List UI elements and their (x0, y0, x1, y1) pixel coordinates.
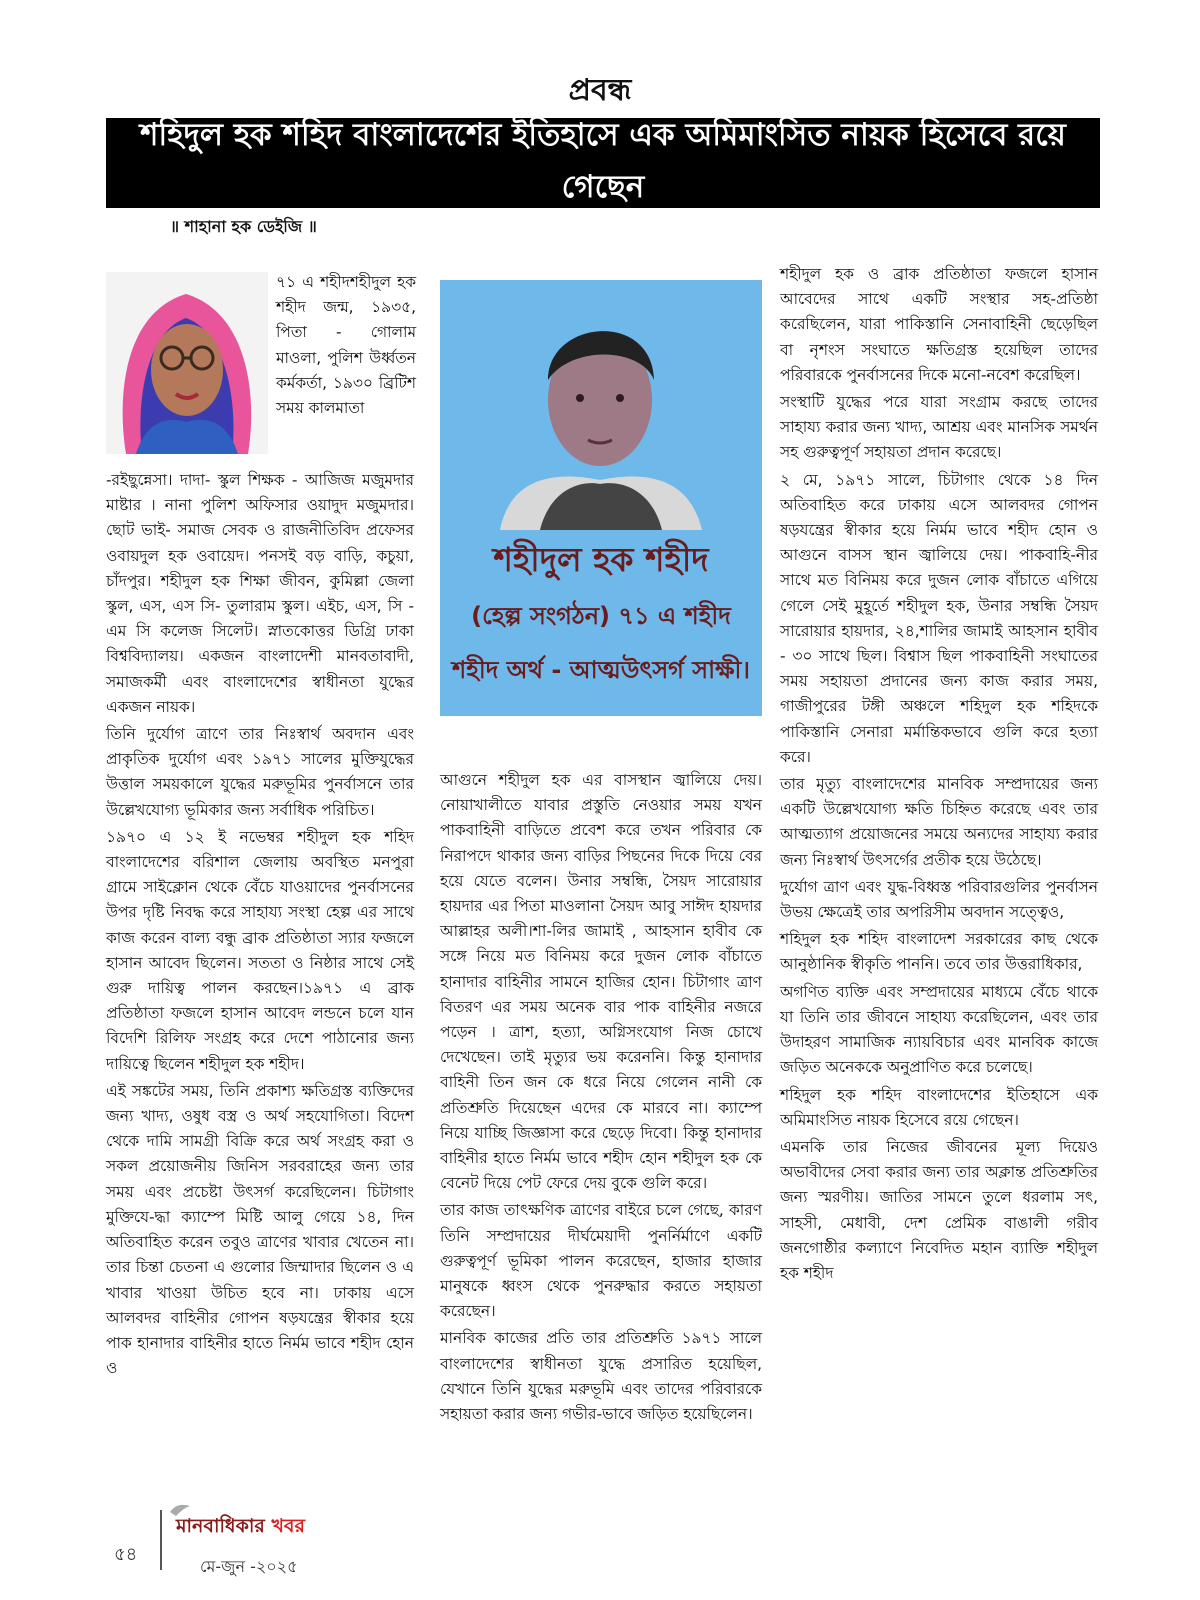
paragraph: এই সঙ্কটের সময়, তিনি প্রকাশ্য ক্ষতিগ্রস্ত ব্যক্তিদের জন্য খাদ্য, ওষুধ বস্ত্র ও অর্থ সহযোগিতা। বিদেশ থেকে দামি সামগ্রী বিক্রি করে অর্থ সংগ্রহ করা ও সকল প্রয়োজনীয় জিনিস সরবরাহের জন্য তার সময় এবং প্রচেষ্টা উৎসর্গ করেছিলেন। চিটাগাং মুক্তিযে-দ্ধা ক্যাম্পে মিষ্টি আলু গেয়ে ১৪, দিন অতিবাহিত করেন তবুও ত্রাণের খাবার খেতেন না। তার চিন্তা চেতনা এ গুলোর জিম্মাদার ছিলেন ও এ খাবার খাওয়া উচিত হবে না। ঢাকায় এসে আলবদর বাহিনীর গোপন ষড়যন্ত্রের স্বীকার হয়ে পাক হানাদার বাহিনীর হাতে নির্মম ভাবে শহীদ হোন ও (106, 1081, 414, 1378)
poster-caption: শহীদ অর্থ - আত্মউৎসর্গ সাক্ষী। (452, 656, 750, 684)
issue-date: মে-জুন -২০২৫ (200, 1557, 298, 1576)
section-label: প্রবন্ধ (568, 73, 632, 108)
byline: ॥ শাহানা হক ডেইজি ॥ (170, 217, 317, 236)
paragraph: অগণিত ব্যক্তি এবং সম্প্রদায়ের মাধ্যমে বেঁচে থাকে যা তিনি তার জীবনে সাহায্য করেছিলেন, এবং তার উদাহরণ সামাজিক ন্যায়বিচার এবং মানবিক কাজে জড়িত অনেককে অনুপ্রাণিত করে চলেছে। (780, 982, 1098, 1077)
paragraph: শহিদুল হক শহিদ বাংলাদেশ সরকারের কাছ থেকে আনুষ্ঠানিক স্বীকৃতি পাননি। তবে তার উত্তরাধিকার, (780, 930, 1098, 974)
footer-divider (160, 1510, 162, 1570)
portrait-image (440, 280, 762, 530)
paragraph: দুর্যোগ ত্রাণ এবং যুদ্ধ-বিধ্বস্ত পরিবারগুলির পুনর্বাসন উভয় ক্ষেত্রেই তার অপরিসীম অবদান সত্ত্বেও, (780, 877, 1098, 922)
paragraph: সংস্থাটি যুদ্ধের পরে যারা সংগ্রাম করছে তাদের সাহায্য করার জন্য খাদ্য, আশ্রয় এবং মানসিক সমর্থন সহ গুরুত্বপূর্ণ সহায়তা প্রদান করেছে। (780, 393, 1098, 462)
paragraph: এমনকি তার নিজের জীবনের মূল্য দিয়েও অভাবীদের সেবা করার জন্য তার অক্লান্ত প্রতিশ্রুতির জন্য স্মরণীয়। জাতির সামনে তুলে ধরলাম সৎ, সাহসী, মেধাবী, দেশ প্রেমিক বাঙালী গরীব জনগোষ্ঠীর কল্যাণে নিবেদিত মহান ব্যাক্তি শহীদুল হক শহীদ (780, 1137, 1098, 1282)
paragraph: আগুনে শহীদুল হক এর বাসস্থান জ্বালিয়ে দেয়। নোয়াখালীতে যাবার প্রস্তুতি নেওয়ার সময় যখন পাকবাহিনী বাড়িতে প্রবেশ করে তখন পরিবার কে নিরাপদে থাকার জন্য বাড়ির পিছনের দিকে দিয়ে বের হয়ে যেতে বলেন। উনার সম্বন্ধি, সৈয়দ সারোয়ার হায়দার এর পিতা মাওলানা সৈয়দ আবু সাঈদ হায়দার আল্লাহর অলী।শা-লির জামাই , আহসান হাবীব কে সঙ্গে নিয়ে মত বিনিময় করে দুজন লোক বাঁচাতে হানাদার বাহিনীর সামনে হাজির হোন। চিটাগাং ত্রাণ বিতরণ এর সময় অনেক বার পাক বাহিনীর নজরে পড়েন । ত্রাশ, হত্যা, অগ্নিসংযোগ নিজ চোখে দেখেছেন। তাই মৃত্যুর ভয় করেননি। কিন্তু হানাদার বাহিনী তিন জন কে ধরে নিয়ে গেলেন নানী কে প্রতিশ্রুতি দিয়েছেন এদের কে মারবে না। ক্যাম্পে নিয়ে যাচ্ছি জিজ্ঞাসা করে ছেড়ে দিবো। কিন্তু হানাদার বাহিনীর হাতে নির্মম ভাবে শহীদ হোন শহীদুল হক কে বেনেট দিয়ে পেট ফেরে দেয় বুকে গুলি করে। (440, 771, 762, 1193)
paragraph: -রইছুন্নেসা। দাদা- স্কুল শিক্ষক - আজিজ মজুমদার মাষ্টার । নানা পুলিশ অফিসার ওয়াদুদ মজুমদার। ছোট ভাই- সমাজ সেবক ও রাজনীতিবিদ প্রফেসর ওবায়দুল হক ওবায়েদ। পনসই বড় বাড়ি, কচুয়া, চাঁদপুর। শহীদুল হক শিক্ষা জীবন, কুমিল্লা জেলা স্কুল, এস, এস সি- তুলারাম স্কুল। এইচ, এস, সি - এম সি কলেজ সিলেট। স্নাতকোত্তর ডিগ্রি ঢাকা বিশ্ববিদ্যালয়। একজন বাংলাদেশী মানবতাবাদী, সমাজকর্মী এবং বাংলাদেশের স্বাধীনতা যুদ্ধের একজন নায়ক। (106, 471, 414, 716)
paragraph: মানবিক কাজের প্রতি তার প্রতিশ্রুতি ১৯৭১ সালে বাংলাদেশের স্বাধীনতা যুদ্ধে প্রসারিত হয়েছিল, যেখানে তিনি যুদ্ধের মরুভূমি এবং তাদের পরিবারকে সহায়তা করার জন্য গভীর-ভাবে জড়িত হয়েছিলেন। (440, 1329, 762, 1424)
memorial-poster (440, 280, 762, 716)
paragraph: তিনি দুর্যোগ ত্রাণে তার নিঃস্বার্থ অবদান এবং প্রাকৃতিক দুর্যোগ এবং ১৯৭১ সালের মুক্তিযুদ্ধের উত্তাল সময়কালে যুদ্ধের মরুভূমির পুনর্বাসনে তার উল্লেখযোগ্য ভূমিকার জন্য সর্বাধিক পরিচিত। (106, 725, 414, 819)
paragraph: ২ মে, ১৯৭১ সালে, চিটাগাং থেকে ১৪ দিন অতিবাহিত করে ঢাকায় এসে আলবদর গোপন ষড়যন্ত্রের স্বীকার হয়ে নির্মম ভাবে শহীদ হোন ও আগুনে বাসস স্থান জ্বালিয়ে দেয়। পাকবাহি-নীর সাথে মত বিনিময় করে দুজন লোক বাঁচাতে এগিয়ে গেলে সেই মুহূর্তে শহীদুল হক, উনার সম্বন্ধি সৈয়দ সারোয়ার হায়দার, ২৪,শালির জামাই আহসান হাবীব - ৩০ সাথে ছিল। বিশ্বাস ছিল পাকবাহিনী সংঘাতের সময় সহায়তা প্রদানের জন্য কাজ করার সময়, গাজীপুরের টঙ্গী অঞ্চলে শহিদুল হক শহিদকে পাকিস্তানি সেনারা মর্মান্তিকভাবে গুলি করে হত্যা করে। (780, 470, 1098, 766)
author-photo-image (106, 272, 268, 454)
column-2 (440, 768, 762, 1429)
paragraph: শহীদুল হক ও ব্রাক প্রতিষ্ঠাতা ফজলে হাসান আবেদের সাথে একটি সংস্থার সহ-প্রতিষ্ঠা করেছিলেন, যারা পাকিস্তানি সেনাবাহিনী ছেড়েছিল বা নৃশংস সংঘাতে ক্ষতিগ্রস্ত হয়েছিল তাদের পরিবারকে পুনর্বাসনের দিকে মনো-নবেশ করেছিল। (780, 265, 1098, 384)
page-number: ৫৪ (114, 1544, 138, 1565)
paragraph: ১৯৭০ এ ১২ ই নভেম্বর শহীদুল হক শহিদ বাংলাদেশের বরিশাল জেলায় অবস্থিত মনপুরা গ্রামে সাইক্লোন থেকে বেঁচে যাওয়াদের পুনর্বাসনের উপর দৃষ্টি নিবদ্ধ করে সাহায্য সংস্থা হেল্প এর সাথে কাজ করেন বাল্য বন্ধু ব্রাক প্রতিষ্ঠাতা স্যার ফজলে হাসান আবেদ ছিলেন। সততা ও নিষ্ঠার সাথে সেই গুরু দায়িত্ব পালন করছেন।১৯৭১ এ ব্রাক প্রতিষ্ঠাতা ফজলে হাসান আবেদ লন্ডনে চলে যান বিদেশি রিলিফ সংগ্রহ করে দেশে পাঠানোর জন্য দায়িত্বে ছিলেন শহীদুল হক শহীদ। (106, 827, 414, 1073)
magazine-name (176, 1512, 305, 1544)
poster-subtitle: (হেল্প সংগঠন) ৭১ এ শহীদ (471, 602, 731, 630)
magazine-name-part1: মানবাধিকার (176, 1515, 272, 1537)
article-headline: শহিদুল হক শহিদ বাংলাদেশের ইতিহাসে এক অমিমাংসিত নায়ক হিসেবে রয়ে গেছেন (106, 118, 1100, 208)
column-1 (106, 468, 414, 1383)
paragraph: তার কাজ তাৎক্ষণিক ত্রাণের বাইরে চলে গেছে, কারণ তিনি সম্প্রদায়ের দীর্ঘমেয়াদী পুনর্নির্মাণে একটি গুরুত্বপূর্ণ ভূমিকা পালন করেছেন, হাজার হাজার মানুষকে ধ্বংস থেকে পুনরুদ্ধার করতে সহায়তা করেছেন। (440, 1201, 762, 1321)
column-1-intro: ৭১ এ শহীদশহীদুল হক শহীদ জন্ম, ১৯৩৫, পিতা - গোলাম মাওলা, পুলিশ উর্ধ্বতন কর্মকর্তা, ১৯৩০ ব্রিটিশ সময় কালমাতা (276, 273, 416, 418)
magazine-name-part2: খবর (271, 1515, 305, 1537)
column-3 (780, 262, 1098, 1288)
paragraph: শহিদুল হক শহিদ বাংলাদেশের ইতিহাসে এক অমিমাংসিত নায়ক হিসেবে রয়ে গেছেন। (780, 1085, 1098, 1129)
poster-title: শহীদুল হক শহীদ (493, 540, 709, 579)
paragraph: তার মৃত্যু বাংলাদেশের মানবিক সম্প্রদায়ের জন্য একটি উল্লেখযোগ্য ক্ষতি চিহ্নিত করেছে এবং তার আত্মত্যাগ প্রয়োজনের সময়ে অন্যদের সাহায্য করার জন্য নিঃস্বার্থ উৎসর্গের প্রতীক হয়ে উঠেছে। (780, 775, 1098, 869)
